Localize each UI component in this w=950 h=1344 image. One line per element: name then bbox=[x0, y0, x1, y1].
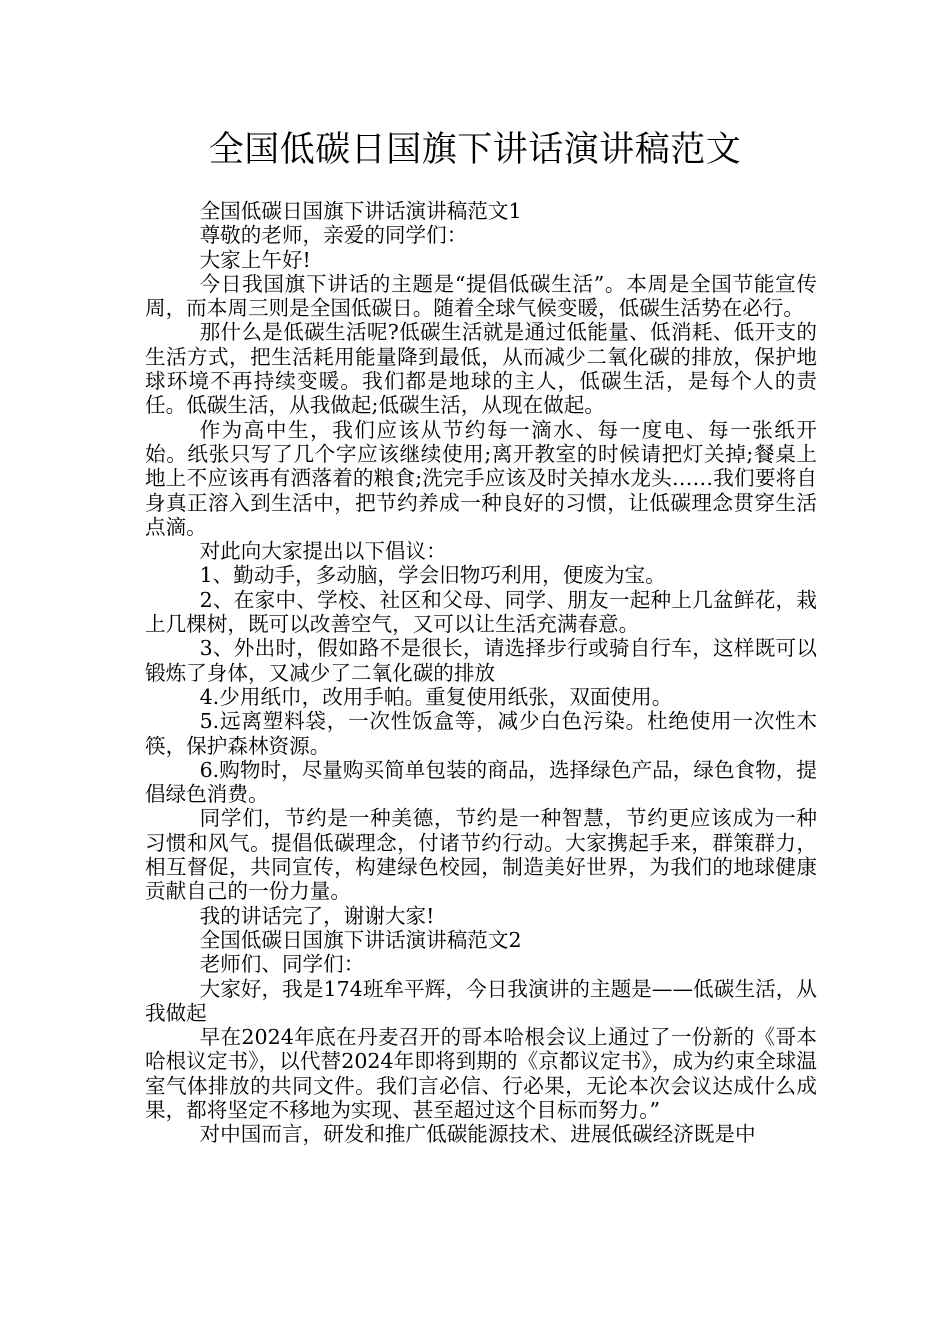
body-paragraph: 早在2024年底在丹麦召开的哥本哈根会议上通过了一份新的《哥本哈根议定书》，以代替2024年即将到期的《京都议定书》，成为约束全球温室气体排放的共同文件。我们言必信、行必果，无论本次会议达成什么成果，都将坚定不移地为实现、甚至超过这个目标而努力。” bbox=[145, 1025, 817, 1122]
body-paragraph: 今日我国旗下讲话的主题是“提倡低碳生活”。本周是全国节能宣传周，而本周三则是全国低碳日。随着全球气候变暖，低碳生活势在必行。 bbox=[145, 271, 817, 321]
document-title: 全国低碳日国旗下讲话演讲稿范文 bbox=[208, 130, 742, 170]
body-paragraph: 尊敬的老师，亲爱的同学们： bbox=[199, 223, 468, 248]
body-paragraph: 1、勤动手，多动脑，学会旧物巧利用，便废为宝。 bbox=[199, 563, 666, 588]
body-paragraph: 对此向大家提出以下倡议： bbox=[199, 539, 447, 564]
body-paragraph: 5.远离塑料袋，一次性饭盒等，减少白色污染。杜绝使用一次性木筷，保护森林资源。 bbox=[145, 709, 817, 758]
body-paragraph: 作为高中生，我们应该从节约每一滴水、每一度电、每一张纸开始。纸张只写了几个字应该继续使用;离开教室的时候请把灯关掉;餐桌上地上不应该再有洒落着的粮食;洗完手应该及时关掉水龙头……我们要将自身真正溶入到生活中，把节约养成一种良好的习惯，让低碳理念贯穿生活点滴。 bbox=[145, 417, 817, 539]
body-paragraph: 我的讲话完了，谢谢大家! bbox=[199, 903, 435, 928]
body-paragraph: 对中国而言，研发和推广低碳能源技术、进展低碳经济既是中 bbox=[199, 1122, 756, 1147]
body-paragraph: 6.购物时，尽量购买简单包装的商品，选择绿色产品，绿色食物，提倡绿色消费。 bbox=[145, 757, 817, 807]
body-paragraph: 大家好，我是174班牟平辉，今日我演讲的主题是——低碳生活，从我做起 bbox=[145, 976, 817, 1025]
body-paragraph: 那什么是低碳生活呢?低碳生活就是通过低能量、低消耗、低开支的生活方式，把生活耗用能量降到最低，从而减少二氧化碳的排放，保护地球环境不再持续变暖。我们都是地球的主人，低碳生活，是每个人的责任。低碳生活，从我做起;低碳生活，从现在做起。 bbox=[145, 320, 817, 418]
body-paragraph: 全国低碳日国旗下讲话演讲稿范文1 bbox=[199, 199, 522, 223]
body-paragraph: 3、外出时，假如路不是很长，请选择步行或骑自行车，这样既可以锻炼了身体，又减少了二氧化碳的排放 bbox=[145, 636, 817, 685]
body-paragraph: 2、在家中、学校、社区和父母、同学、朋友一起种上几盆鲜花，栽上几棵树，既可以改善空气，又可以让生活充满春意。 bbox=[145, 587, 817, 637]
body-paragraph: 老师们、同学们： bbox=[199, 952, 365, 977]
body-paragraph: 全国低碳日国旗下讲话演讲稿范文2 bbox=[199, 927, 522, 952]
document-body bbox=[145, 199, 817, 1147]
body-paragraph: 大家上午好! bbox=[199, 247, 311, 272]
body-paragraph: 同学们，节约是一种美德，节约是一种智慧，节约更应该成为一种习惯和风气。提倡低碳理念，付诸节约行动。大家携起手来，群策群力，相互督促，共同宣传，构建绿色校园，制造美好世界，为我们的地球健康贡献自己的一份力量。 bbox=[145, 806, 817, 904]
body-paragraph: 4.少用纸巾，改用手帕。重复使用纸张，双面使用。 bbox=[199, 684, 673, 709]
